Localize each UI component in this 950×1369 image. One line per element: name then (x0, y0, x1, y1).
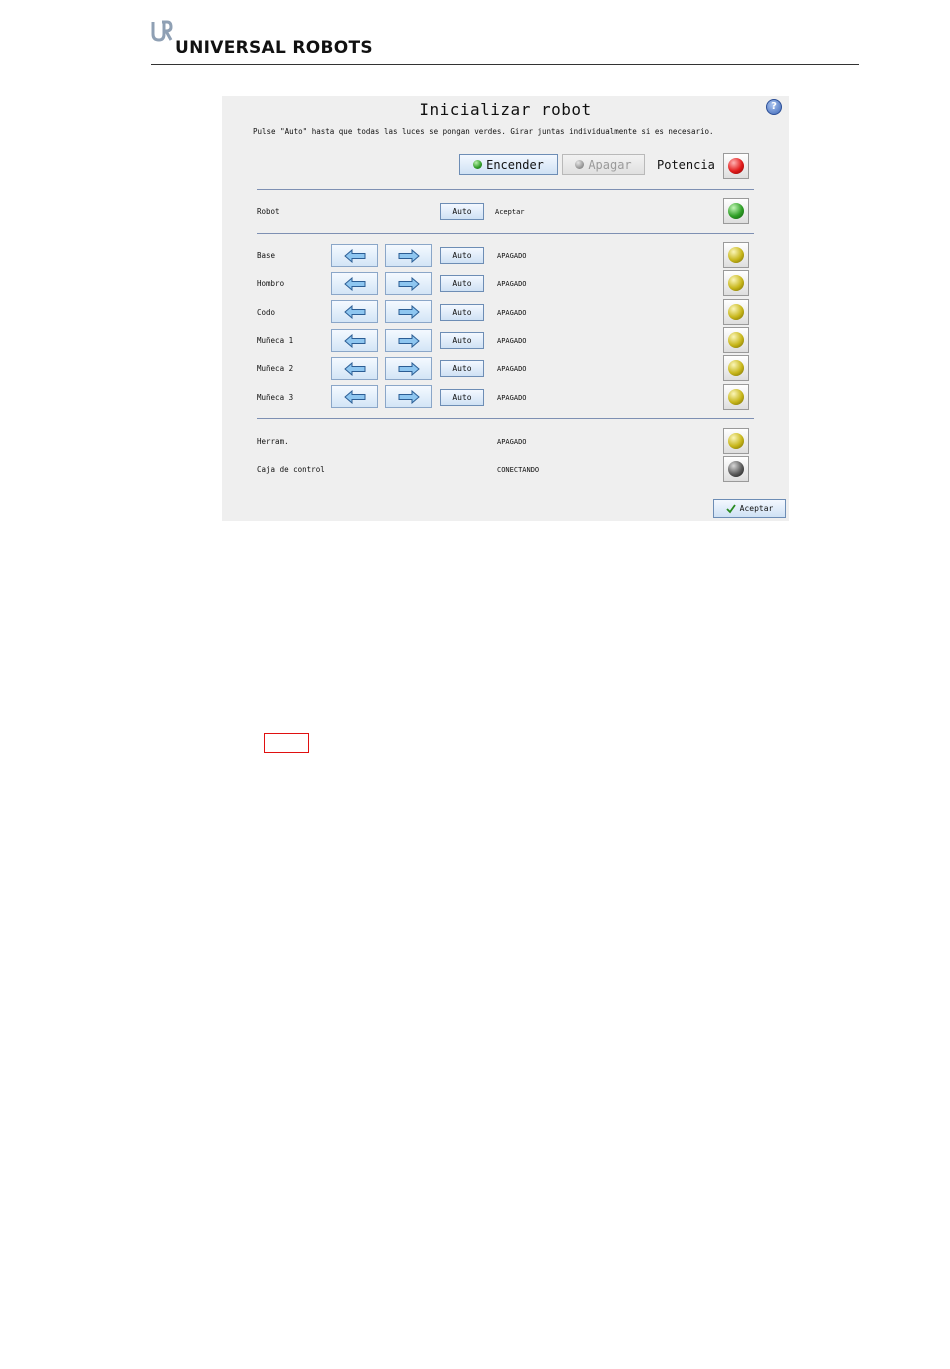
joint-status: APAGADO (497, 309, 527, 317)
rotate-left-button[interactable] (331, 357, 378, 380)
arrow-left-icon (344, 362, 366, 376)
instructions-text: Pulse "Auto" hasta que todas las luces se pongan verdes. Girar juntas individualmente si es necesario. (253, 127, 714, 136)
joint-status: APAGADO (497, 337, 527, 345)
joint-light (723, 327, 749, 353)
joint-auto-button[interactable]: Auto (440, 332, 484, 349)
joint-status: APAGADO (497, 280, 527, 288)
joint-status: APAGADO (497, 365, 527, 373)
joint-light (723, 355, 749, 381)
dialog-title: Inicializar robot (419, 100, 592, 119)
joint-label: Base (257, 251, 276, 260)
power-label: Potencia (657, 158, 715, 172)
arrow-right-icon (398, 390, 420, 404)
annotation-box (264, 733, 309, 753)
arrow-right-icon (398, 362, 420, 376)
controlbox-status: CONECTANDO (497, 466, 540, 474)
power-on-label: Encender (486, 157, 544, 172)
power-light (723, 153, 749, 179)
controlbox-light (723, 456, 749, 482)
yellow-light-icon (728, 275, 744, 291)
arrow-right-icon (398, 249, 420, 263)
red-light-icon (728, 158, 744, 174)
power-off-label: Apagar (588, 157, 632, 172)
robot-light (723, 198, 749, 224)
power-off-icon (575, 160, 584, 169)
yellow-light-icon (728, 389, 744, 405)
arrow-right-icon (398, 277, 420, 291)
arrow-left-icon (344, 305, 366, 319)
rotate-right-button[interactable] (385, 300, 432, 323)
power-off-button[interactable] (562, 154, 645, 175)
joint-label: Muñeca 1 (257, 336, 294, 345)
joint-label: Codo (257, 308, 276, 317)
joint-auto-button[interactable]: Auto (440, 275, 484, 292)
rotate-left-button[interactable] (331, 329, 378, 352)
checkmark-icon (726, 504, 736, 514)
yellow-light-icon (728, 304, 744, 320)
rotate-left-button[interactable] (331, 385, 378, 408)
yellow-light-icon (728, 360, 744, 376)
robot-auto-button[interactable]: Auto (440, 203, 484, 220)
joint-auto-button[interactable]: Auto (440, 304, 484, 321)
arrow-left-icon (344, 277, 366, 291)
separator (257, 233, 754, 234)
arrow-right-icon (398, 305, 420, 319)
rotate-right-button[interactable] (385, 357, 432, 380)
joint-auto-button[interactable]: Auto (440, 247, 484, 264)
green-light-icon (728, 203, 744, 219)
page-header (151, 20, 859, 65)
joint-light (723, 242, 749, 268)
rotate-right-button[interactable] (385, 244, 432, 267)
rotate-right-button[interactable] (385, 329, 432, 352)
joint-light (723, 384, 749, 410)
joint-light (723, 270, 749, 296)
tool-light (723, 428, 749, 454)
brand-name: UNIVERSAL ROBOTS (175, 38, 373, 58)
joint-label: Muñeca 2 (257, 364, 294, 373)
arrow-left-icon (344, 390, 366, 404)
separator (257, 418, 754, 419)
rotate-left-button[interactable] (331, 272, 378, 295)
joint-auto-button[interactable]: Auto (440, 360, 484, 377)
separator (257, 189, 754, 190)
joint-auto-button[interactable]: Auto (440, 389, 484, 406)
accept-label: Aceptar (739, 504, 774, 513)
robot-status: Aceptar (495, 208, 525, 216)
controlbox-label: Caja de control (257, 465, 325, 474)
rotate-left-button[interactable] (331, 244, 378, 267)
arrow-left-icon (344, 334, 366, 348)
arrow-right-icon (398, 334, 420, 348)
joint-label: Hombro (257, 279, 285, 288)
rotate-left-button[interactable] (331, 300, 378, 323)
joint-status: APAGADO (497, 252, 527, 260)
arrow-left-icon (344, 249, 366, 263)
joint-status: APAGADO (497, 394, 527, 402)
accept-button[interactable] (713, 499, 786, 518)
help-icon[interactable]: ? (766, 99, 782, 115)
yellow-light-icon (728, 247, 744, 263)
robot-label: Robot (257, 207, 280, 216)
yellow-light-icon (728, 433, 744, 449)
joint-light (723, 299, 749, 325)
joint-label: Muñeca 3 (257, 393, 294, 402)
yellow-light-icon (728, 332, 744, 348)
initialize-robot-dialog (222, 96, 789, 521)
rotate-right-button[interactable] (385, 272, 432, 295)
ur-logo-icon (151, 20, 173, 42)
power-on-icon (473, 160, 482, 169)
tool-status: APAGADO (497, 438, 527, 446)
power-on-button[interactable] (459, 154, 558, 175)
tool-label: Herram. (257, 437, 289, 446)
black-light-icon (728, 461, 744, 477)
rotate-right-button[interactable] (385, 385, 432, 408)
